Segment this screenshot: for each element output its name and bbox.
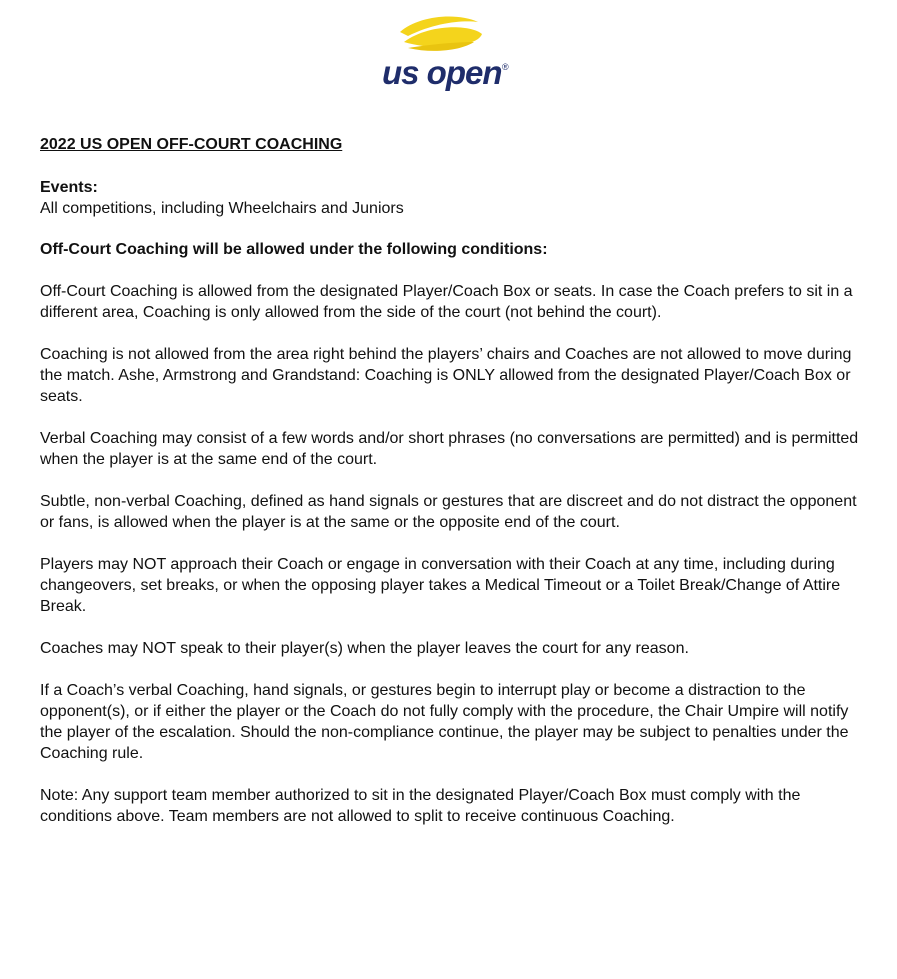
logo-wordmark: us open	[382, 54, 502, 91]
paragraph-support-team-note: Note: Any support team member authorized to sit in the designated Player/Coach Box must comply with the conditions above. Team members are not allowed to split to receive continuous Coaching.	[40, 787, 801, 825]
document-title: 2022 US OPEN OFF-COURT COACHING	[40, 136, 343, 153]
document-body	[40, 134, 860, 848]
tennis-ball-flame-icon	[378, 12, 518, 56]
paragraph-verbal-coaching: Verbal Coaching may consist of a few words and/or short phrases (no conversations are permitted) and is permitted when the player is at the same end of the court.	[40, 430, 859, 468]
paragraph-escalation: If a Coach’s verbal Coaching, hand signals, or gestures begin to interrupt play or become a distraction to the opponent(s), or if either the player or the Coach do not fully comply with the procedure, the Chair Umpire will notify the player of the escalation. Should the non-compliance continue, the player may be subject to penalties under the Coaching rule.	[40, 682, 849, 762]
paragraph-coach-location: Off-Court Coaching is allowed from the designated Player/Coach Box or seats. In case the Coach prefers to sit in a different area, Coaching is only allowed from the side of the court (not behind the court).	[40, 283, 853, 321]
paragraph-non-verbal-coaching: Subtle, non-verbal Coaching, defined as hand signals or gestures that are discreet and do not distract the opponent or fans, is allowed when the player is at the same or the opposite end of the court.	[40, 493, 857, 531]
us-open-logo	[378, 12, 518, 102]
events-heading: Events:	[40, 179, 98, 196]
registered-mark: ®	[502, 62, 509, 72]
paragraph-player-leaves-court: Coaches may NOT speak to their player(s) when the player leaves the court for any reason.	[40, 640, 689, 657]
events-value: All competitions, including Wheelchairs and Juniors	[40, 200, 404, 217]
paragraph-player-approach: Players may NOT approach their Coach or engage in conversation with their Coach at any time, including during changeovers, set breaks, or when the opposing player takes a Medical Timeout or a Toilet Break/Change of Attire Break.	[40, 556, 841, 615]
paragraph-restricted-area: Coaching is not allowed from the area right behind the players’ chairs and Coaches are not allowed to move during the match. Ashe, Armstrong and Grandstand: Coaching is ONLY allowed from the designated Player/Coach Box or seats.	[40, 346, 852, 405]
conditions-heading: Off-Court Coaching will be allowed under the following conditions:	[40, 241, 548, 258]
